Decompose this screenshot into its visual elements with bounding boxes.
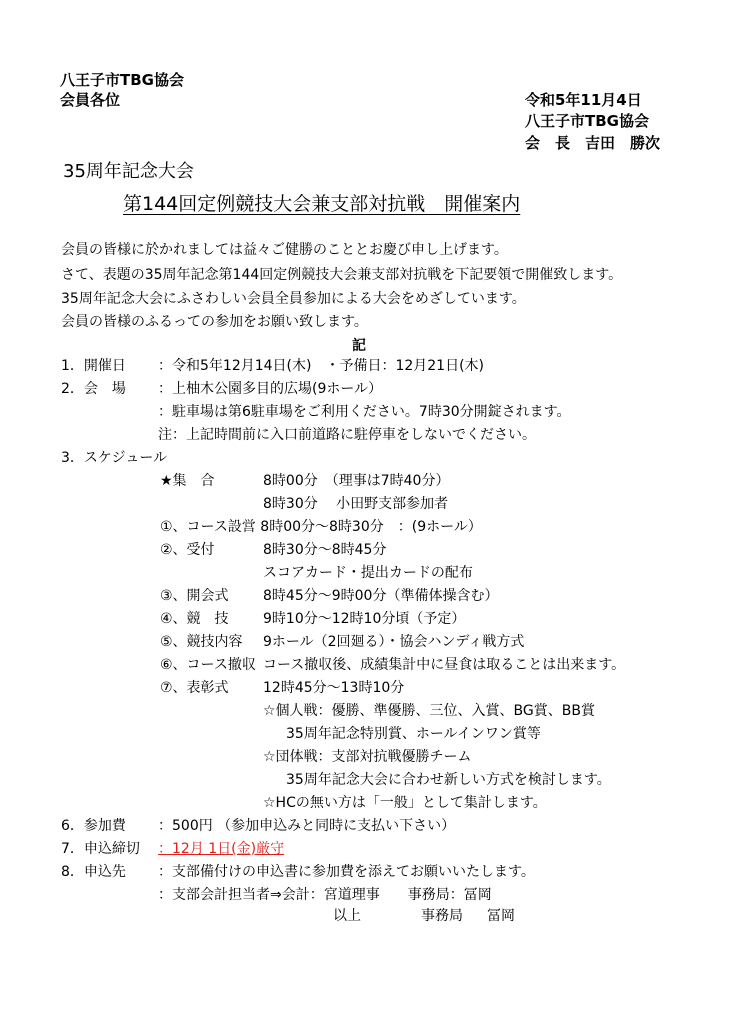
item-date-value: ：令和5年12月14日(木) ・予備日：12月21日(木) (158, 358, 485, 374)
item-schedule-label: 3．スケジュール (61, 450, 168, 466)
item-deadline-value: ：12月 1日(金)厳守 (158, 841, 285, 857)
schedule-competition-label: ④、競 技 (160, 611, 229, 627)
office-label: 事務局 (421, 908, 463, 924)
schedule-withdraw-value: コース撤収後、成績集計中に昼食は取ることは出来ます。 (263, 657, 626, 673)
schedule-reception-label: ②、受付 (160, 542, 215, 558)
sender-organization: 八王子市TBG協会 (525, 112, 649, 130)
schedule-competition-time: 9時10分～12時10分頃（予定） (263, 611, 466, 627)
ki-heading: 記 (352, 338, 366, 354)
schedule-reception-time: 8時30分～8時45分 (263, 542, 387, 558)
schedule-withdraw-label: ⑥、コース撤収 (160, 657, 256, 673)
schedule-award-label: ⑦、表彰式 (160, 680, 229, 696)
intro-line-4: 会員の皆様のふるっての参加をお願い致します。 (61, 314, 368, 330)
intro-line-2: さて、表題の35周年記念第144回定例競技大会兼支部対抗戦を下記要領で開催致します。 (61, 267, 623, 283)
schedule-opening-label: ③、開会式 (160, 588, 229, 604)
recipients: 会員各位 (60, 91, 121, 109)
schedule-content-value: 9ホール（2回廻る）・協会ハンディ戦方式 (263, 634, 525, 650)
organization-name: 八王子市TBG協会 (60, 71, 184, 89)
office-name: 冨岡 (487, 908, 515, 924)
item-venue-value: ：上柚木公園多目的広場(9ホール） (158, 381, 383, 397)
item-apply-label: 8．申込先 (61, 864, 126, 880)
document-date: 令和5年11月4日 (525, 91, 642, 109)
award-individual-2: 35周年記念特別賞、ホールインワン賞等 (286, 726, 541, 742)
intro-line-1: 会員の皆様に於かれましては益々ご健勝のこととお慶び申し上げます。 (61, 242, 508, 258)
sender-name: 会 長 吉田 勝次 (525, 134, 661, 152)
item-deadline-label: 7．申込締切 (61, 841, 140, 857)
award-team-2: 35周年記念大会に合わせ新しい方式を検討します。 (286, 772, 611, 788)
award-team: ☆団体戦：支部対抗戦優勝チーム (263, 749, 472, 765)
award-individual: ☆個人戦：優勝、準優勝、三位、入賞、BG賞、BB賞 (263, 703, 595, 719)
item-apply-value: ：支部備付けの申込書に参加費を添えてお願いいたします。 (158, 864, 535, 880)
item-fee-value: ：500円 （参加申込みと同時に支払い下さい） (158, 818, 456, 834)
schedule-opening-time: 8時45分～9時00分（準備体操含む） (263, 588, 499, 604)
schedule-assembly-time-2: 8時30分 小田野支部参加者 (263, 496, 449, 512)
intro-line-3: 35周年記念大会にふさわしい会員全員参加による大会をめざしています。 (61, 291, 526, 307)
schedule-assembly-time: 8時00分 （理事は7時40分） (263, 473, 450, 489)
item-venue-note: 注：上記時間前に入口前道路に駐停車をしないでください。 (158, 427, 536, 443)
closing-end: 以上 (333, 908, 361, 924)
schedule-award-time: 12時45分～13時10分 (263, 680, 405, 696)
page-title: 第144回定例競技大会兼支部対抗戦 開催案内 (123, 193, 521, 215)
item-apply-value-2: ：支部会計担当者⇒会計：宮道理事 事務局：冨岡 (158, 887, 492, 903)
item-venue-parking: ：駐車場は第6駐車場をご利用ください。7時30分開錠されます。 (158, 404, 571, 420)
schedule-course-setup: ①、コース設営 8時00分～8時30分 ：(9ホール） (160, 519, 482, 535)
schedule-reception-note: スコアカード・提出カードの配布 (263, 565, 473, 581)
item-date-label: 1．開催日 (61, 358, 126, 374)
award-hc-note: ☆HCの無い方は「一般」として集計します。 (263, 795, 547, 811)
schedule-content-label: ⑤、競技内容 (160, 634, 243, 650)
item-venue-label: 2．会 場 (61, 381, 126, 397)
schedule-assembly-label: ★集 合 (160, 473, 215, 489)
item-fee-label: 6．参加費 (61, 818, 126, 834)
anniversary-title: 35周年記念大会 (63, 161, 194, 182)
